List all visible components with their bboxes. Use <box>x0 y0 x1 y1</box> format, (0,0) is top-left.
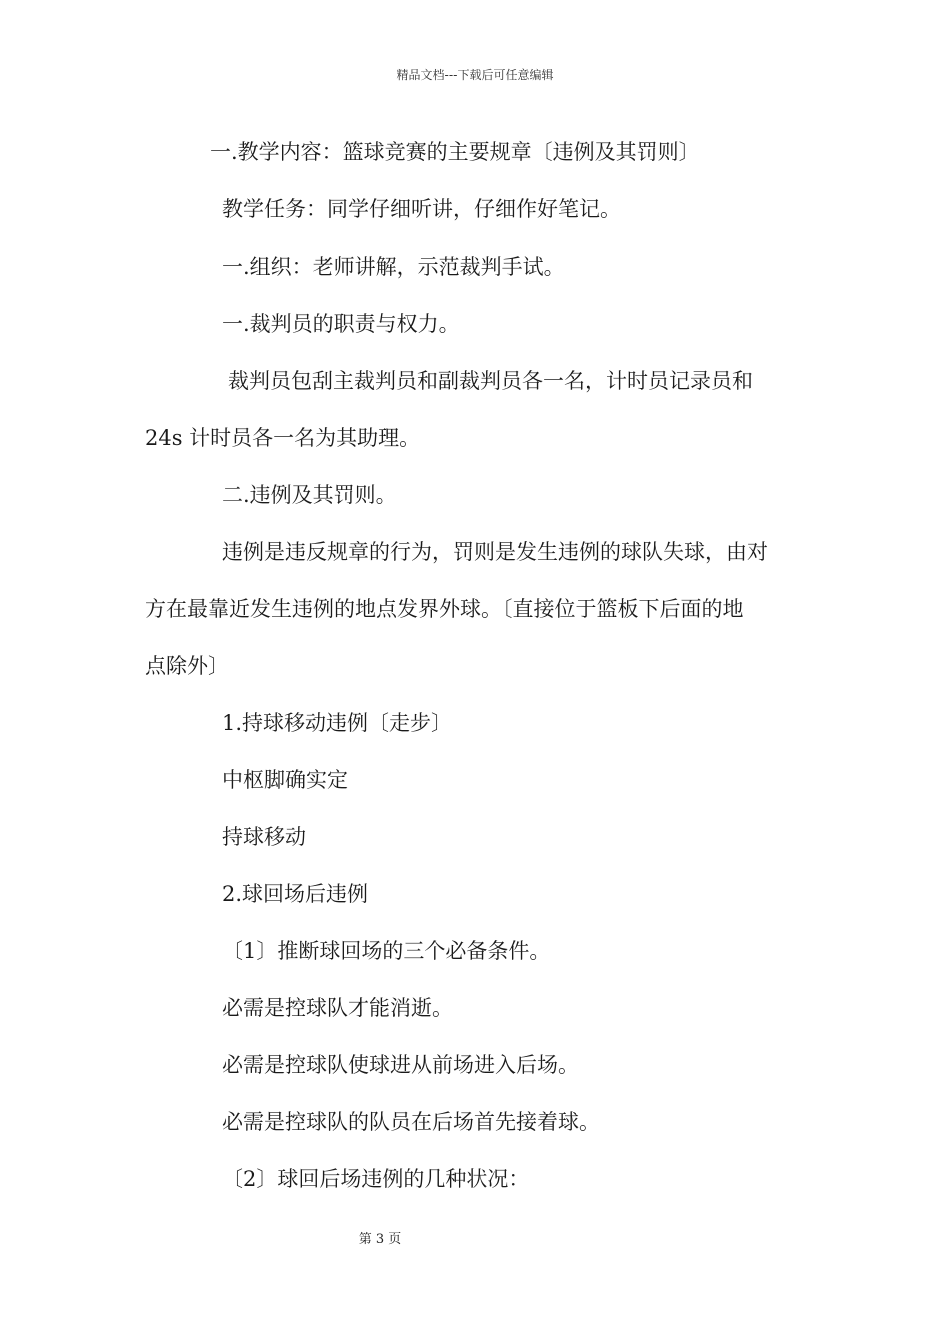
page-number: 第 3 页 <box>358 1232 402 1247</box>
paragraph-line: 点除外〕 <box>145 654 229 678</box>
paragraph-line: 24s 计时员各一名为其助理。 <box>145 426 421 450</box>
list-item: 〔2〕球回后场违例的几种状况： <box>222 1167 530 1191</box>
list-item: 2.球回场后违例 <box>222 882 369 906</box>
list-item: 中枢脚确实定 <box>222 768 348 792</box>
paragraph-line: 裁判员包刮主裁判员和副裁判员各一名，计时员记录员和 <box>228 369 753 393</box>
paragraph-line: 方在最靠近发生违例的地点发界外球。〔直接位于篮板下后面的地 <box>145 597 744 621</box>
page-header: 精品文档---下载后可任意编辑 <box>396 68 554 82</box>
list-item: 持球移动 <box>222 825 306 849</box>
teaching-task: 教学任务：同学仔细听讲，仔细作好笔记。 <box>222 197 621 221</box>
list-item: 必需是控球队才能消逝。 <box>222 996 453 1020</box>
heading-referee-duties: 一.裁判员的职责与权力。 <box>222 312 460 336</box>
list-item: 1.持球移动违例〔走步〕 <box>222 711 453 735</box>
paragraph-line: 违例是违反规章的行为，罚则是发生违例的球队失球，由对 <box>222 540 768 564</box>
organization-line: 一.组织：老师讲解，示范裁判手试。 <box>222 255 565 279</box>
list-item: 必需是控球队的队员在后场首先接着球。 <box>222 1110 600 1134</box>
section-title: 一.教学内容：篮球竞赛的主要规章〔违例及其罚则〕 <box>210 140 700 164</box>
list-item: 〔1〕推断球回场的三个必备条件。 <box>222 939 551 963</box>
heading-violations: 二.违例及其罚则。 <box>222 483 397 507</box>
list-item: 必需是控球队使球进从前场进入后场。 <box>222 1053 579 1077</box>
